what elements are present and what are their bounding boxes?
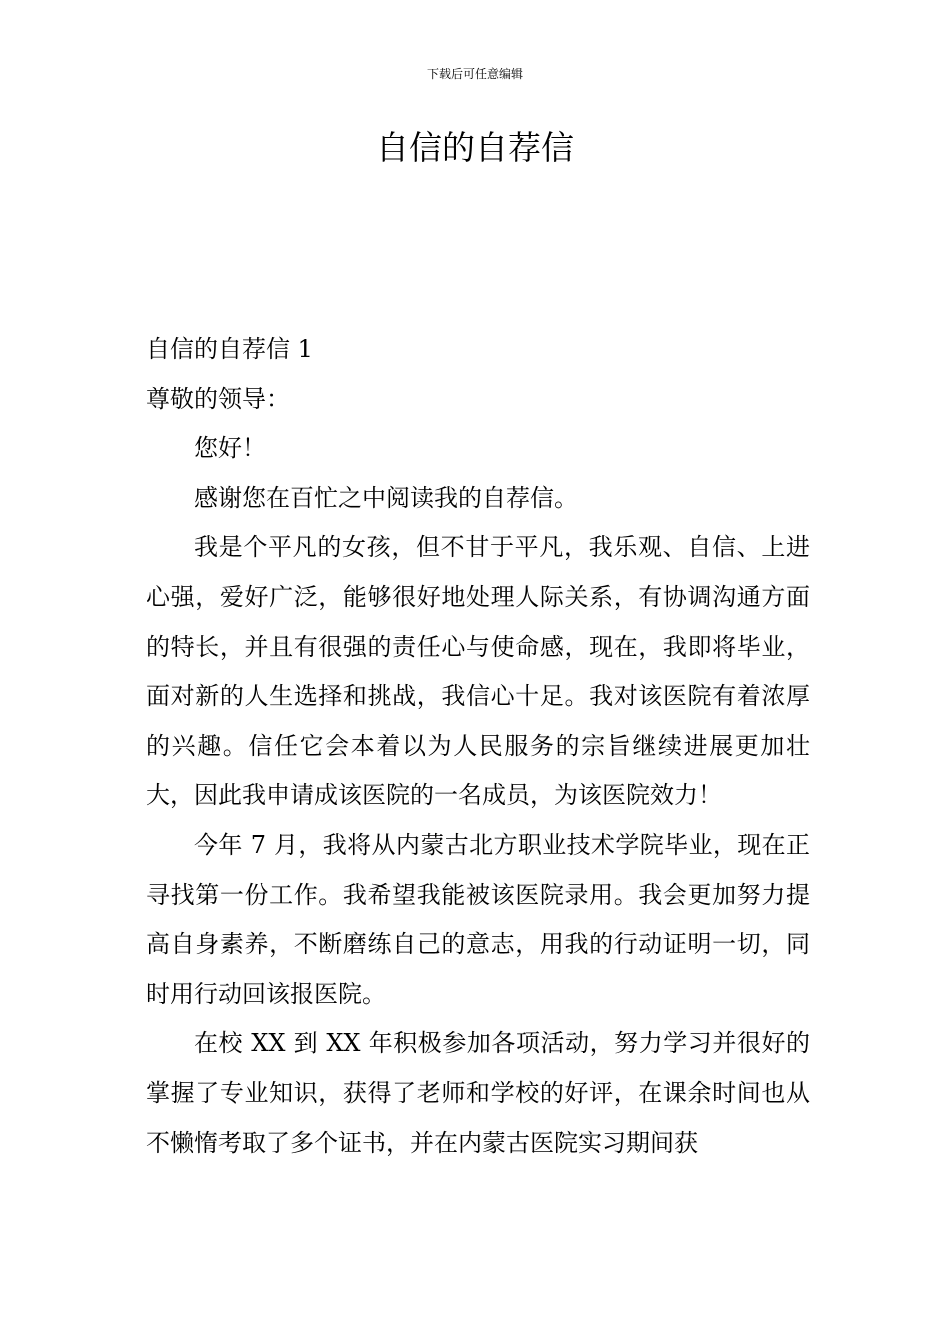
header-note: 下载后可任意编辑 <box>426 67 523 81</box>
salutation: 尊敬的领导： <box>146 384 290 413</box>
paragraph-graduation: 今年 7 月，我将从内蒙古北方职业技术学院毕业，现在正寻找第一份工作。我希望我能被该医院录用。我会更加努力提高自身素养，不断磨练自己的意志，用我的行动证明一切，同时用行动回该报医院。 <box>146 830 810 1008</box>
greeting: 您好！ <box>194 434 266 463</box>
paragraph-school-activities: 在校 XX 到 XX 年积极参加各项活动，努力学习并很好的掌握了专业知识，获得了老师和学校的好评，在课余时间也从不懒惰考取了多个证书，并在内蒙古医院实习期间获 <box>146 1029 810 1157</box>
section-heading: 自信的自荐信 1 <box>146 335 313 363</box>
letter-body <box>146 325 810 1168</box>
paragraph-thanks: 感谢您在百忙之中阅读我的自荐信。 <box>194 483 578 512</box>
paragraph-self-intro: 我是个平凡的女孩，但不甘于平凡，我乐观、自信、上进心强，爱好广泛，能够很好地处理人际关系，有协调沟通方面的特长，并且有很强的责任心与使命感，现在，我即将毕业，面对新的人生选择和挑战，我信心十足。我对该医院有着浓厚的兴趣。信任它会本着以为人民服务的宗旨继续进展更加壮大，因此我申请成该医院的一名成员，为该医院效力！ <box>146 533 810 810</box>
document-title: 自信的自荐信 <box>376 128 574 167</box>
